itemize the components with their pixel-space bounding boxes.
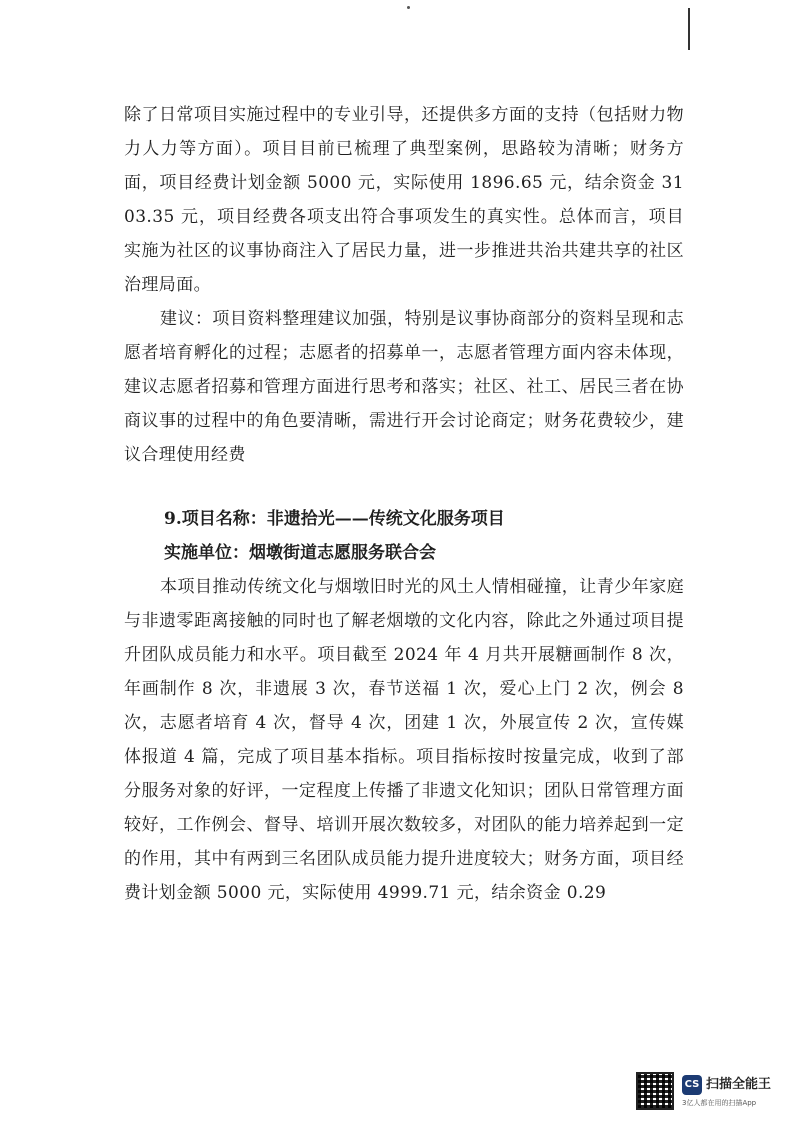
paragraph-suggestion: 建议：项目资料整理建议加强，特别是议事协商部分的资料呈现和志愿者培育孵化的过程；志愿者的招募单一，志愿者管理方面内容未体现，建议志愿者招募和管理方面进行思考和落实；社区、社工、居民三者在协商议事的过程中的角色要清晰，需进行开会讨论商定；财务花费较少，建议合理使用经费 <box>124 309 684 465</box>
project-description: 本项目推动传统文化与烟墩旧时光的风土人情相碰撞，让青少年家庭与非遗零距离接触的同时也了解老烟墩的文化内容，除此之外通过项目提升团队成员能力和水平。项目截至 2024 年 4 月共开展糖画制作 8 次，年画制作 8 次，非遗展 3 次，春节送福 1 次，爱心上门 2 次，例会 8 次，志愿者培育 4 次，督导 4 次，团建 1 次，外展宣传 2 次，宣传媒体报道 4 篇，完成了项目基本指标。项目指标按时按量完成，收到了部分服务对象的好评，一定程度上传播了非遗文化知识；团队日常管理方面较好，工作例会、督导、培训开展次数较多，对团队的能力培养起到一定的作用，其中有两到三名团队成员能力提升进度较大；财务方面，项目经费计划金额 5000 元，实际使用 4999.71 元，结余资金 0.29 <box>124 577 684 903</box>
scanner-watermark <box>636 1072 786 1112</box>
qr-code-icon <box>636 1072 674 1110</box>
scan-edge-mark <box>688 8 690 50</box>
brand-name: 扫描全能王 <box>706 1077 772 1092</box>
document-body <box>124 98 684 910</box>
implementing-unit-heading: 实施单位：烟墩街道志愿服务联合会 <box>164 543 436 563</box>
brand-tagline: 3亿人都在用的扫描App <box>682 1099 757 1107</box>
project-name-heading: 9.项目名称：非遗拾光——传统文化服务项目 <box>164 509 505 529</box>
paragraph-summary: 除了日常项目实施过程中的专业引导，还提供多方面的支持（包括财力物力人力等方面）。项目目前已梳理了典型案例，思路较为清晰；财务方面，项目经费计划金额 5000 元，实际使用 1896.65 元，结余资金 3103.35 元，项目经费各项支出符合事项发生的真实性。总体而言，项目实施为社区的议事协商注入了居民力量，进一步推进共治共建共享的社区治理局面。 <box>124 105 684 295</box>
scan-dot <box>407 6 410 9</box>
camscanner-logo: CS <box>682 1075 702 1095</box>
